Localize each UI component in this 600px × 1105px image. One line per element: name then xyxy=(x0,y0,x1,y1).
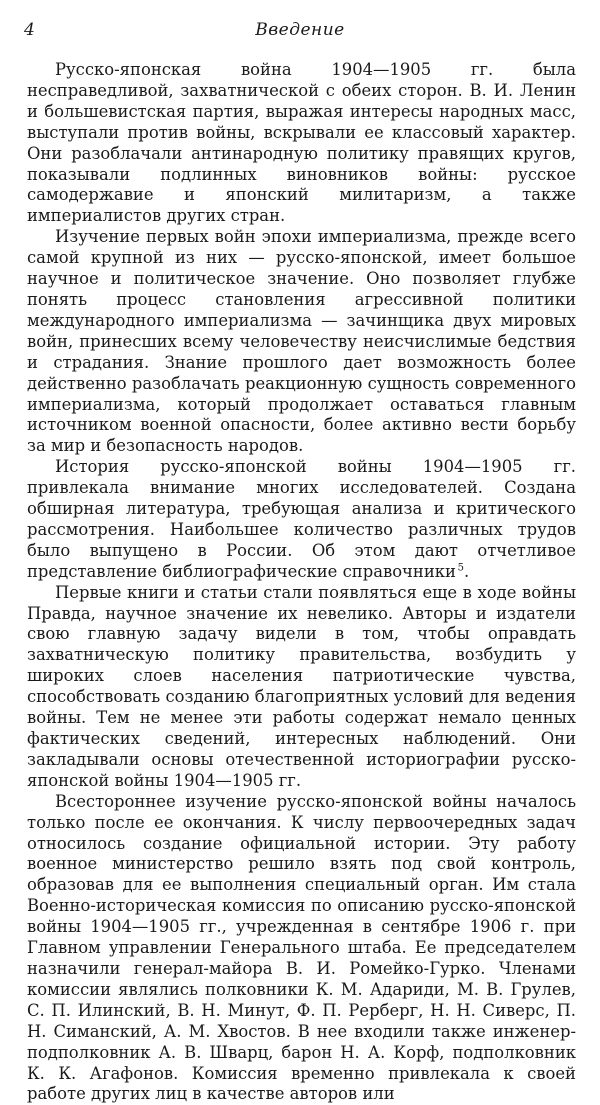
paragraph-3 xyxy=(27,457,576,582)
running-head: Введение xyxy=(255,20,345,40)
page-number: 4 xyxy=(24,20,35,40)
body-text xyxy=(27,60,576,1104)
paragraph-1: Русско-японская война 1904—1905 гг. была несправедливой, захватнической с обеих сторон. В. И. Ленин и большевистская партия, выражая интересы народных масс, выступали против войны, вскрывали ее классовый характер. Они разоблачали антинародную политику правящих кругов, показывали подлинных виновников войны: русское самодержавие и японский милитаризм, а также империалистов других стран. xyxy=(27,60,576,226)
footnote-marker[interactable]: 5 xyxy=(457,562,464,574)
paragraph-3-text: История русско-японской войны 1904—1905 гг. привлекала внимание многих исследователей. Создана обширная литература, требующая анализа и критического рассмотрения. Наибольшее количество различных трудов было выпущено в России. Об этом дают отчетливое представление библиографические справочники xyxy=(27,457,576,581)
paragraph-5: Всестороннее изучение русско-японской войны началось только после ее окончания. К числу первоочередных задач относилось создание официальной истории. Эту работу военное министерство решило взять под свой контроль, образовав для ее выполнения специальный орган. Им стала Военно-историческая комиссия по описанию русско-японской войны 1904—1905 гг., учрежденная в сентябре 1906 г. при Главном управлении Генерального штаба. Ее председателем назначили генерал-майора В. И. Ромейко-Гурко. Членами комиссии являлись полковники К. М. Адариди, М. В. Грулев, С. П. Илинский, В. Н. Минут, Ф. П. Рерберг, Н. Н. Сиверс, П. Н. Симанский, А. М. Хвостов. В нее входили также инженер-подполковник А. В. Шварц, барон Н. А. Корф, подполковник К. К. Агафонов. Комиссия временно привлекала к своей работе других лиц в качестве авторов или xyxy=(27,791,576,1104)
paragraph-2: Изучение первых войн эпохи империализма, прежде всего самой крупной из них — русско-японской, имеет большое научное и политическое значение. Оно позволяет глубже понять процесс становления агрессивной политики международного империализма — зачинщика двух мировых войн, принесших всему человечеству неисчислимые бедствия и страдания. Знание прошлого дает возможность более действенно разоблачать реакционную сущность современного империализма, который продолжает оставаться главным источником военной опасности, более активно вести борьбу за мир и безопасность народов. xyxy=(27,227,576,456)
page-header xyxy=(24,20,576,44)
paragraph-4: Первые книги и статьи стали появляться еще в ходе войны Правда, научное значение их невелико. Авторы и издатели свою главную задачу видели в том, чтобы оправдать захватническую политику правительства, возбудить у широких слоев населения патриотические чувства, способствовать созданию благоприятных условий для ведения войны. Тем не менее эти работы содержат немало ценных фактических сведений, интересных наблюдений. Они закладывали основы отечественной историографии русско-японской войны 1904—1905 гг. xyxy=(27,582,576,790)
paragraph-3-tail: . xyxy=(463,561,470,581)
